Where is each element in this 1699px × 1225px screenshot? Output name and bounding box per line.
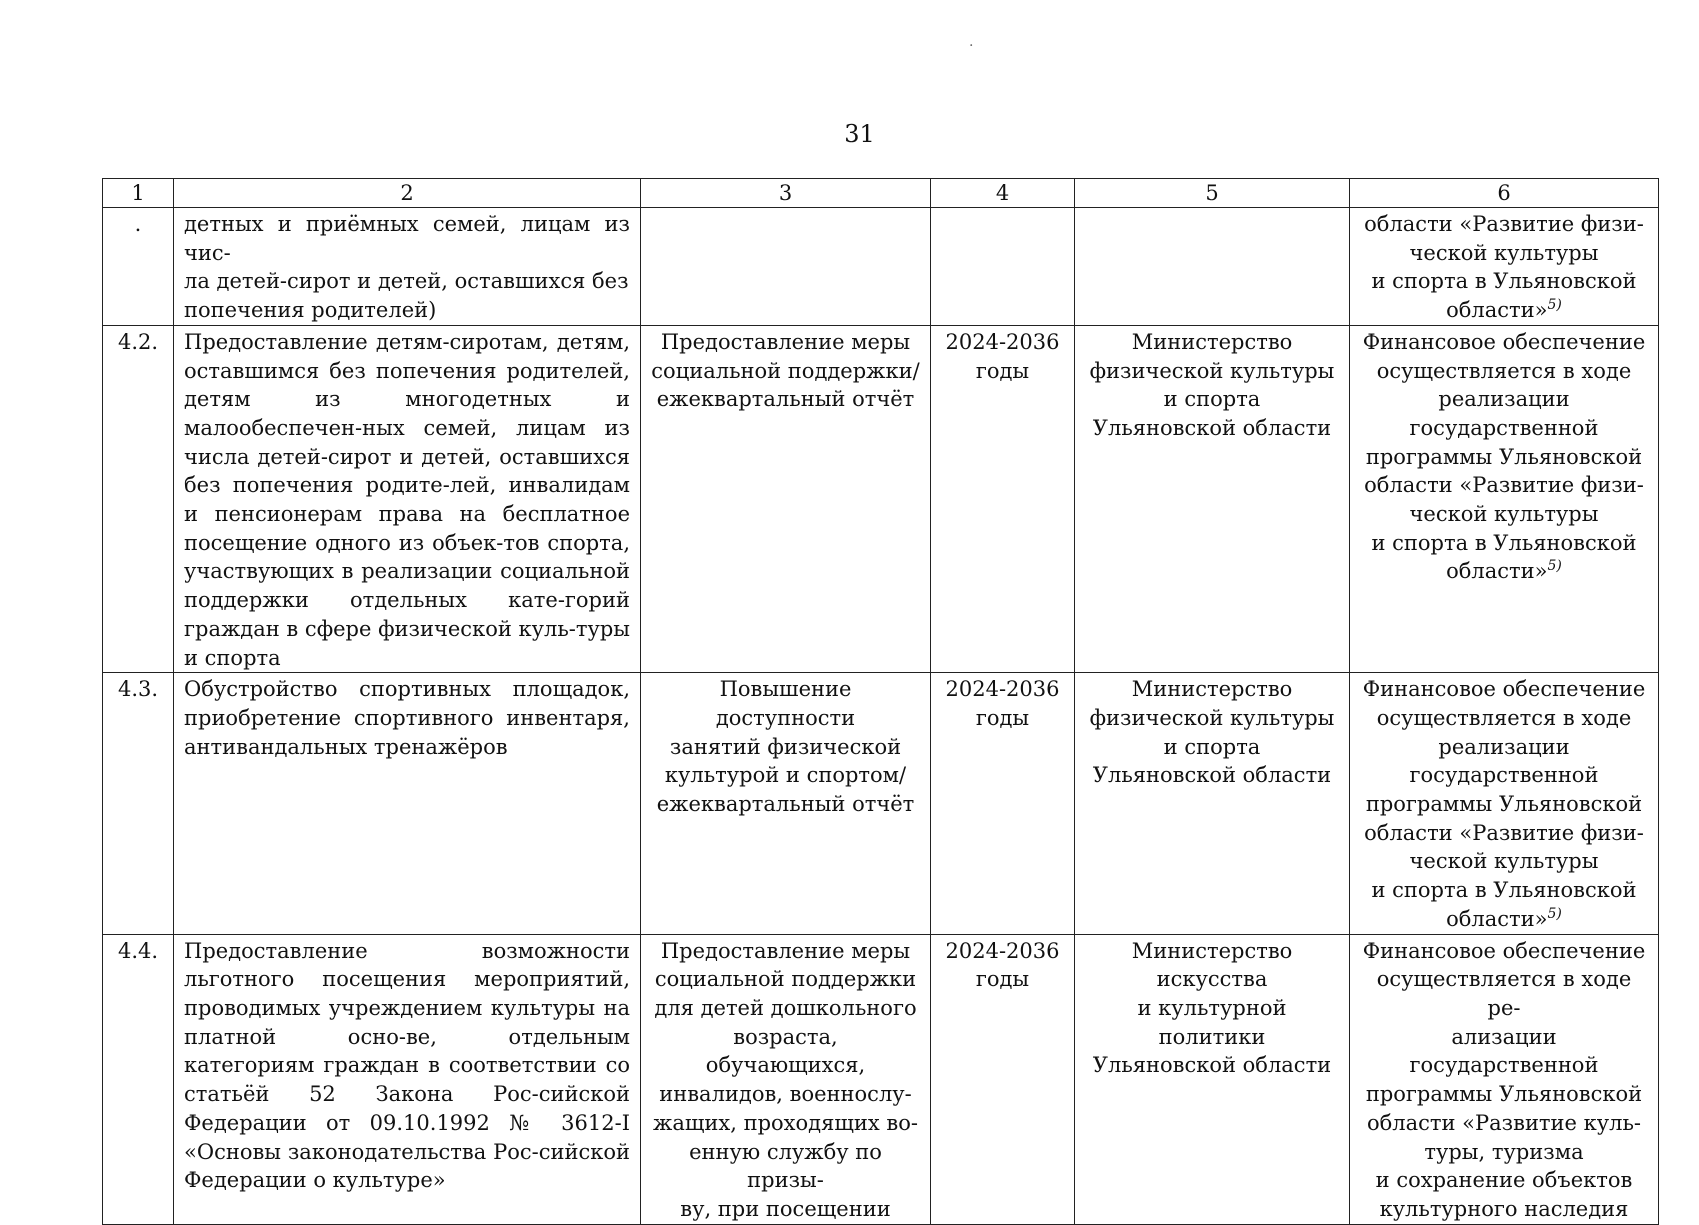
row-number: 4.3.	[103, 673, 174, 934]
measure-cell: Предоставление детям-сиротам, детям, оставшимся без попечения родителей, детям из многодетных и малообеспечен-ных семей, лицам из числа детей-сирот и детей, оставшихся без попечения родите-лей, инвалидам и пенсионерам права на бесплатное посещение одного из объек-тов спорта, участвующих в реализации социальной поддержки отдельных кате-горий граждан в сфере физической куль-туры и спорта	[174, 325, 641, 672]
footnote-ref: 5)	[1547, 905, 1562, 922]
footnote-ref: 5)	[1547, 297, 1562, 314]
period-cell: 2024-2036 годы	[931, 934, 1075, 1224]
header-row	[103, 179, 1659, 208]
row-number: .	[103, 208, 174, 326]
executor-cell	[1075, 208, 1350, 326]
measure-cell: Обустройство спортивных площадок, приобретение спортивного инвентаря, антивандальных тренажёров	[174, 673, 641, 934]
finance-text: Финансовое обеспечение осуществляется в ходе реализации государственной программы Ульяновской области «Развитие физи- ческой культуры и спорта в Ульяновской области»	[1362, 677, 1646, 931]
row-number: 4.2.	[103, 325, 174, 672]
footnote-ref: 5)	[1547, 558, 1562, 575]
result-cell: Предоставление меры социальной поддержки/ ежеквартальный отчёт	[641, 325, 931, 672]
table-row	[103, 208, 1659, 326]
finance-text: области «Развитие физи- ческой культуры и спорта в Ульяновской области»	[1364, 212, 1644, 323]
column-header-1: 1	[103, 179, 174, 208]
table-row	[103, 325, 1659, 672]
page-number: 31	[844, 120, 875, 148]
result-cell: Предоставление меры социальной поддержки для детей дошкольного возраста, обучающихся, инвалидов, военнослу- жащих, проходящих во- енную службу по призы- ву, при посещении	[641, 934, 931, 1224]
table-row	[103, 934, 1659, 1224]
result-cell: Повышение доступности занятий физической культурой и спортом/ ежеквартальный отчёт	[641, 673, 931, 934]
row-number: 4.4.	[103, 934, 174, 1224]
column-header-6: 6	[1350, 179, 1659, 208]
measures-table	[102, 178, 1659, 1225]
column-header-4: 4	[931, 179, 1075, 208]
period-cell: 2024-2036 годы	[931, 673, 1075, 934]
finance-text: Финансовое обеспечение осуществляется в ходе ре- ализации государственной программы Ульяновской области «Развитие куль- туры, туризма и сохранение объектов культурного наследия	[1362, 938, 1646, 1221]
finance-cell	[1350, 325, 1659, 672]
period-cell: 2024-2036 годы	[931, 325, 1075, 672]
finance-cell	[1350, 208, 1659, 326]
scan-mark: .	[969, 34, 974, 50]
measure-cell: Предоставление возможности льготного посещения мероприятий, проводимых учреждением культуры на платной осно-ве, отдельным категориям граждан в соответствии со статьёй 52 Закона Рос-сийской Федерации от 09.10.1992 № 3612-I «Основы законодательства Рос-сийской Федерации о культуре»	[174, 934, 641, 1224]
column-header-3: 3	[641, 179, 931, 208]
executor-cell: Министерство физической культуры и спорта Ульяновской области	[1075, 325, 1350, 672]
executor-cell: Министерство искусства и культурной политики Ульяновской области	[1075, 934, 1350, 1224]
period-cell	[931, 208, 1075, 326]
result-cell	[641, 208, 931, 326]
finance-cell	[1350, 673, 1659, 934]
executor-cell: Министерство физической культуры и спорта Ульяновской области	[1075, 673, 1350, 934]
column-header-5: 5	[1075, 179, 1350, 208]
measure-cell: детных и приёмных семей, лицам из чис- ла детей-сирот и детей, оставшихся без попечения родителей)	[174, 208, 641, 326]
finance-cell	[1350, 934, 1659, 1224]
finance-text: Финансовое обеспечение осуществляется в ходе реализации государственной программы Ульяновской области «Развитие физи- ческой культуры и спорта в Ульяновской области»	[1362, 329, 1646, 584]
column-header-2: 2	[174, 179, 641, 208]
table-row	[103, 673, 1659, 934]
